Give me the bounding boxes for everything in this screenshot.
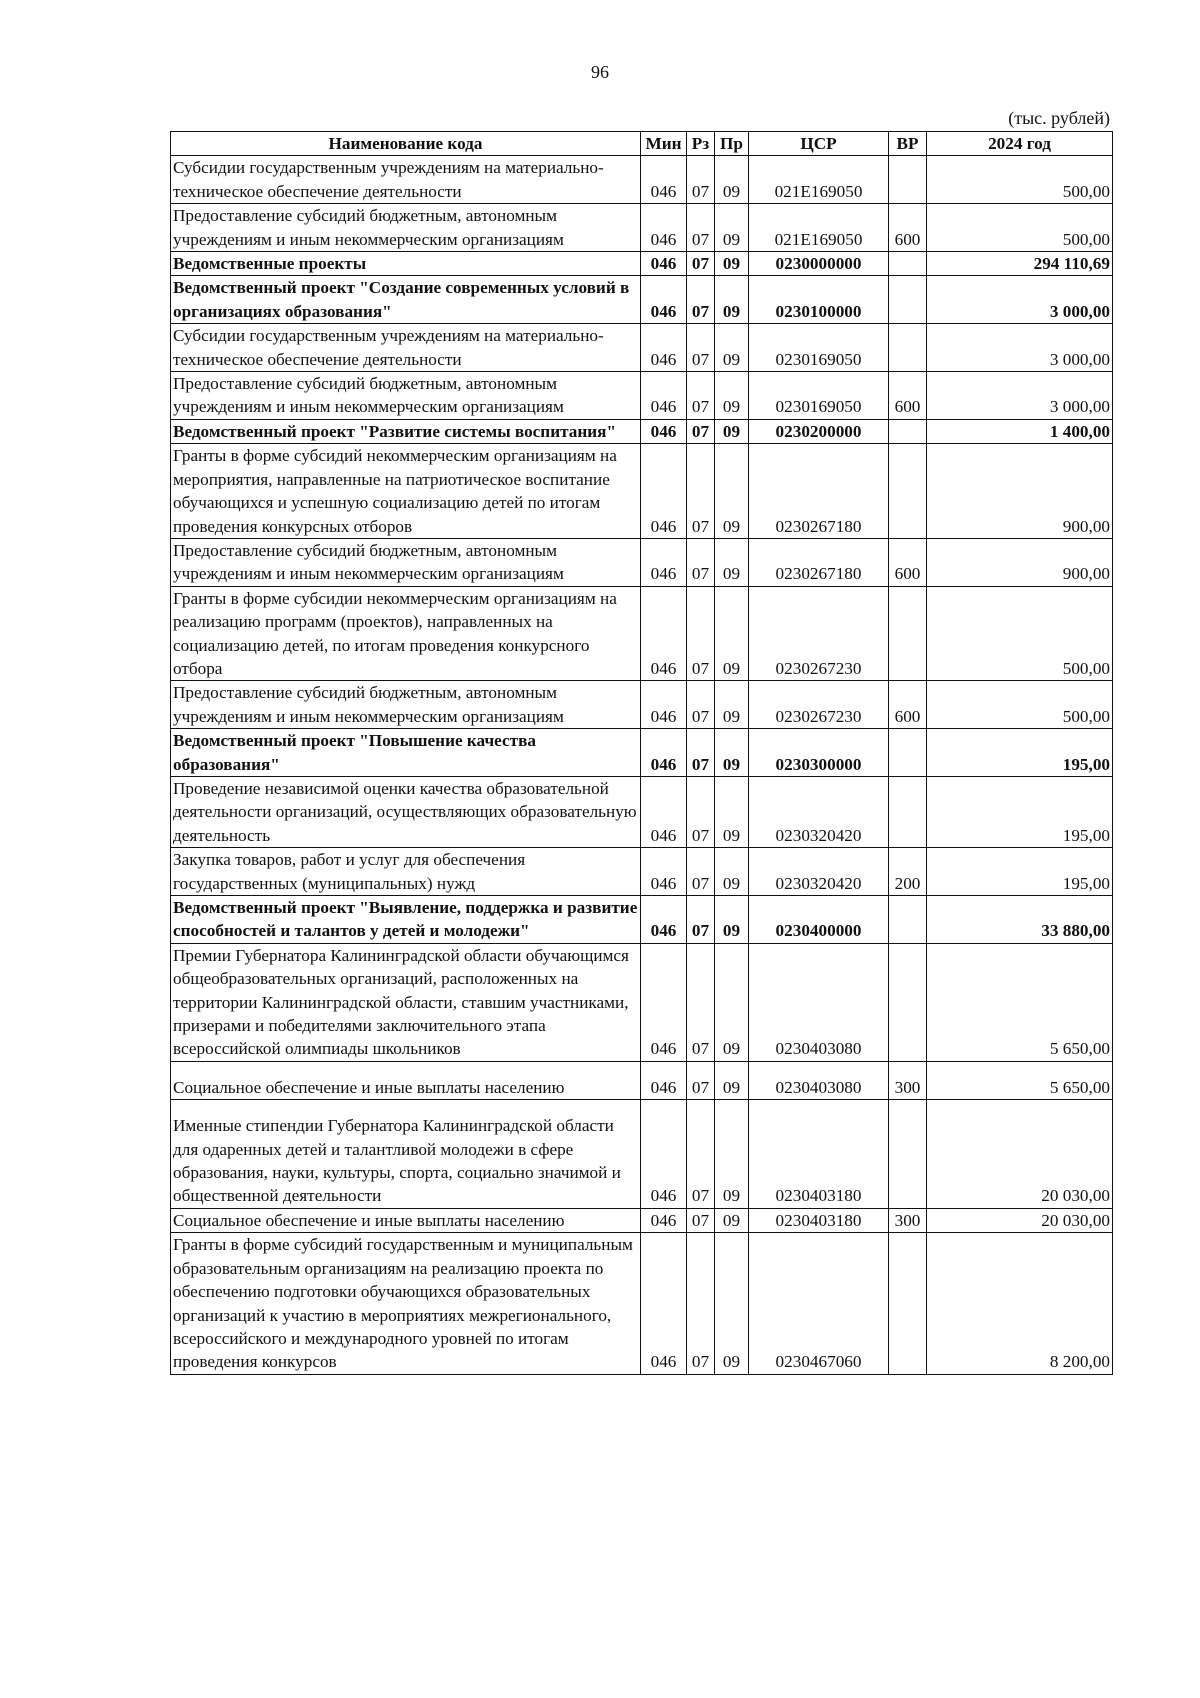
table-row bbox=[171, 419, 1113, 443]
cell-name: Ведомственные проекты bbox=[171, 252, 641, 276]
cell-csr: 021E169050 bbox=[749, 204, 889, 252]
cell-csr: 0230000000 bbox=[749, 252, 889, 276]
cell-amount: 500,00 bbox=[927, 586, 1113, 681]
cell-min: 046 bbox=[641, 896, 687, 944]
cell-name: Проведение независимой оценки качества образовательной деятельности организаций, осуществляющих образовательную деятельность bbox=[171, 776, 641, 847]
cell-rz: 07 bbox=[687, 586, 715, 681]
table-row bbox=[171, 896, 1113, 944]
cell-vr: 600 bbox=[889, 681, 927, 729]
cell-vr bbox=[889, 324, 927, 372]
cell-vr: 600 bbox=[889, 372, 927, 420]
cell-pr: 09 bbox=[715, 372, 749, 420]
cell-min: 046 bbox=[641, 729, 687, 777]
cell-name: Предоставление субсидий бюджетным, автономным учреждениям и иным некоммерческим организациям bbox=[171, 372, 641, 420]
cell-pr: 09 bbox=[715, 324, 749, 372]
cell-vr: 300 bbox=[889, 1061, 927, 1099]
cell-amount: 500,00 bbox=[927, 681, 1113, 729]
cell-amount: 20 030,00 bbox=[927, 1208, 1113, 1232]
cell-min: 046 bbox=[641, 586, 687, 681]
table-row bbox=[171, 538, 1113, 586]
cell-rz: 07 bbox=[687, 681, 715, 729]
cell-rz: 07 bbox=[687, 156, 715, 204]
cell-rz: 07 bbox=[687, 1233, 715, 1374]
cell-vr bbox=[889, 1100, 927, 1209]
cell-name: Гранты в форме субсидий государственным и муниципальным образовательным организациям на реализацию проекта по обеспечению подготовки обучающихся образовательных организаций к участию в мероприятиях межрегионального, всероссийского и международного уровней по итогам проведения конкурсов bbox=[171, 1233, 641, 1374]
cell-pr: 09 bbox=[715, 681, 749, 729]
cell-pr: 09 bbox=[715, 848, 749, 896]
table-row bbox=[171, 324, 1113, 372]
cell-rz: 07 bbox=[687, 943, 715, 1061]
cell-amount: 900,00 bbox=[927, 444, 1113, 539]
cell-min: 046 bbox=[641, 419, 687, 443]
cell-pr: 09 bbox=[715, 156, 749, 204]
table-row bbox=[171, 681, 1113, 729]
cell-vr bbox=[889, 1233, 927, 1374]
header-min: Мин bbox=[641, 132, 687, 156]
cell-csr: 0230467060 bbox=[749, 1233, 889, 1374]
cell-csr: 0230169050 bbox=[749, 372, 889, 420]
cell-vr bbox=[889, 156, 927, 204]
cell-vr bbox=[889, 586, 927, 681]
cell-rz: 07 bbox=[687, 252, 715, 276]
table-row bbox=[171, 943, 1113, 1061]
cell-rz: 07 bbox=[687, 896, 715, 944]
cell-rz: 07 bbox=[687, 848, 715, 896]
table-row bbox=[171, 1233, 1113, 1374]
cell-pr: 09 bbox=[715, 586, 749, 681]
cell-csr: 0230403080 bbox=[749, 1061, 889, 1099]
cell-name: Ведомственный проект "Выявление, поддержка и развитие способностей и талантов у детей и молодежи" bbox=[171, 896, 641, 944]
cell-rz: 07 bbox=[687, 276, 715, 324]
cell-vr: 600 bbox=[889, 538, 927, 586]
table-row bbox=[171, 776, 1113, 847]
cell-min: 046 bbox=[641, 276, 687, 324]
cell-pr: 09 bbox=[715, 444, 749, 539]
cell-csr: 0230267180 bbox=[749, 538, 889, 586]
table-row bbox=[171, 729, 1113, 777]
cell-pr: 09 bbox=[715, 1100, 749, 1209]
cell-pr: 09 bbox=[715, 204, 749, 252]
cell-name: Субсидии государственным учреждениям на материально-техническое обеспечение деятельности bbox=[171, 156, 641, 204]
cell-min: 046 bbox=[641, 1061, 687, 1099]
cell-vr: 300 bbox=[889, 1208, 927, 1232]
cell-pr: 09 bbox=[715, 1233, 749, 1374]
cell-csr: 021E169050 bbox=[749, 156, 889, 204]
cell-amount: 900,00 bbox=[927, 538, 1113, 586]
cell-amount: 195,00 bbox=[927, 848, 1113, 896]
cell-vr bbox=[889, 776, 927, 847]
cell-min: 046 bbox=[641, 444, 687, 539]
cell-csr: 0230403180 bbox=[749, 1100, 889, 1209]
header-pr: Пр bbox=[715, 132, 749, 156]
header-name: Наименование кода bbox=[171, 132, 641, 156]
cell-amount: 500,00 bbox=[927, 204, 1113, 252]
cell-amount: 8 200,00 bbox=[927, 1233, 1113, 1374]
cell-rz: 07 bbox=[687, 324, 715, 372]
cell-vr bbox=[889, 896, 927, 944]
cell-pr: 09 bbox=[715, 419, 749, 443]
cell-pr: 09 bbox=[715, 538, 749, 586]
cell-name: Ведомственный проект "Создание современных условий в организациях образования" bbox=[171, 276, 641, 324]
header-rz: Рз bbox=[687, 132, 715, 156]
cell-csr: 0230267180 bbox=[749, 444, 889, 539]
cell-rz: 07 bbox=[687, 538, 715, 586]
cell-name: Социальное обеспечение и иные выплаты населению bbox=[171, 1208, 641, 1232]
cell-csr: 0230403180 bbox=[749, 1208, 889, 1232]
table-row bbox=[171, 372, 1113, 420]
table-row bbox=[171, 1061, 1113, 1099]
cell-pr: 09 bbox=[715, 943, 749, 1061]
page-number: 96 bbox=[591, 62, 609, 82]
cell-name: Гранты в форме субсидий некоммерческим организациям на мероприятия, направленные на патриотическое воспитание обучающихся и успешную социализацию детей по итогам проведения конкурсных отборов bbox=[171, 444, 641, 539]
cell-rz: 07 bbox=[687, 729, 715, 777]
cell-min: 046 bbox=[641, 538, 687, 586]
cell-pr: 09 bbox=[715, 1208, 749, 1232]
cell-pr: 09 bbox=[715, 252, 749, 276]
cell-csr: 0230403080 bbox=[749, 943, 889, 1061]
cell-amount: 195,00 bbox=[927, 729, 1113, 777]
cell-amount: 3 000,00 bbox=[927, 324, 1113, 372]
cell-rz: 07 bbox=[687, 204, 715, 252]
cell-min: 046 bbox=[641, 324, 687, 372]
cell-min: 046 bbox=[641, 372, 687, 420]
table-row bbox=[171, 1208, 1113, 1232]
header-year: 2024 год bbox=[927, 132, 1113, 156]
cell-min: 046 bbox=[641, 252, 687, 276]
cell-amount: 1 400,00 bbox=[927, 419, 1113, 443]
cell-name: Ведомственный проект "Развитие системы воспитания" bbox=[171, 419, 641, 443]
table-row bbox=[171, 156, 1113, 204]
cell-name: Предоставление субсидий бюджетным, автономным учреждениям и иным некоммерческим организациям bbox=[171, 204, 641, 252]
cell-name: Предоставление субсидий бюджетным, автономным учреждениям и иным некоммерческим организациям bbox=[171, 681, 641, 729]
cell-amount: 5 650,00 bbox=[927, 1061, 1113, 1099]
cell-amount: 500,00 bbox=[927, 156, 1113, 204]
cell-csr: 0230267230 bbox=[749, 681, 889, 729]
header-row bbox=[171, 132, 1113, 156]
header-vr: ВР bbox=[889, 132, 927, 156]
cell-pr: 09 bbox=[715, 276, 749, 324]
table-row bbox=[171, 1100, 1113, 1209]
cell-min: 046 bbox=[641, 1233, 687, 1374]
cell-amount: 3 000,00 bbox=[927, 372, 1113, 420]
cell-vr bbox=[889, 444, 927, 539]
cell-pr: 09 bbox=[715, 1061, 749, 1099]
budget-table bbox=[170, 131, 1113, 1375]
cell-csr: 0230200000 bbox=[749, 419, 889, 443]
cell-min: 046 bbox=[641, 681, 687, 729]
cell-csr: 0230320420 bbox=[749, 848, 889, 896]
cell-vr: 600 bbox=[889, 204, 927, 252]
cell-vr: 200 bbox=[889, 848, 927, 896]
cell-csr: 0230100000 bbox=[749, 276, 889, 324]
cell-vr bbox=[889, 943, 927, 1061]
cell-csr: 0230320420 bbox=[749, 776, 889, 847]
cell-name: Субсидии государственным учреждениям на материально-техническое обеспечение деятельности bbox=[171, 324, 641, 372]
table-row bbox=[171, 444, 1113, 539]
cell-name: Гранты в форме субсидии некоммерческим организациям на реализацию программ (проектов), направленных на социализацию детей, по итогам проведения конкурсного отбора bbox=[171, 586, 641, 681]
cell-name: Закупка товаров, работ и услуг для обеспечения государственных (муниципальных) нужд bbox=[171, 848, 641, 896]
cell-pr: 09 bbox=[715, 896, 749, 944]
cell-vr bbox=[889, 276, 927, 324]
cell-name: Премии Губернатора Калининградской области обучающимся общеобразовательных организаций, расположенных на территории Калининградской области, ставшим участниками, призерами и победителями заключительного этапа всероссийской олимпиады школьников bbox=[171, 943, 641, 1061]
cell-rz: 07 bbox=[687, 444, 715, 539]
cell-name: Предоставление субсидий бюджетным, автономным учреждениям и иным некоммерческим организациям bbox=[171, 538, 641, 586]
cell-vr bbox=[889, 729, 927, 777]
cell-name: Ведомственный проект "Повышение качества образования" bbox=[171, 729, 641, 777]
cell-rz: 07 bbox=[687, 776, 715, 847]
cell-pr: 09 bbox=[715, 729, 749, 777]
cell-amount: 5 650,00 bbox=[927, 943, 1113, 1061]
cell-name: Именные стипендии Губернатора Калининградской области для одаренных детей и талантливой молодежи в сфере образования, науки, культуры, спорта, социально значимой и общественной деятельности bbox=[171, 1100, 641, 1209]
cell-csr: 0230400000 bbox=[749, 896, 889, 944]
table-row bbox=[171, 586, 1113, 681]
table-row bbox=[171, 276, 1113, 324]
cell-vr bbox=[889, 419, 927, 443]
cell-rz: 07 bbox=[687, 419, 715, 443]
cell-pr: 09 bbox=[715, 776, 749, 847]
cell-min: 046 bbox=[641, 943, 687, 1061]
cell-rz: 07 bbox=[687, 1061, 715, 1099]
table-row bbox=[171, 204, 1113, 252]
cell-csr: 0230267230 bbox=[749, 586, 889, 681]
header-csr: ЦСР bbox=[749, 132, 889, 156]
cell-min: 046 bbox=[641, 204, 687, 252]
units-label: (тыс. рублей) bbox=[1008, 108, 1110, 128]
table-row bbox=[171, 848, 1113, 896]
cell-csr: 0230169050 bbox=[749, 324, 889, 372]
cell-csr: 0230300000 bbox=[749, 729, 889, 777]
cell-min: 046 bbox=[641, 156, 687, 204]
cell-min: 046 bbox=[641, 1208, 687, 1232]
cell-amount: 195,00 bbox=[927, 776, 1113, 847]
table-header bbox=[171, 132, 1113, 156]
cell-rz: 07 bbox=[687, 1100, 715, 1209]
cell-amount: 20 030,00 bbox=[927, 1100, 1113, 1209]
cell-min: 046 bbox=[641, 1100, 687, 1209]
cell-vr bbox=[889, 252, 927, 276]
cell-min: 046 bbox=[641, 776, 687, 847]
cell-amount: 3 000,00 bbox=[927, 276, 1113, 324]
cell-rz: 07 bbox=[687, 1208, 715, 1232]
cell-min: 046 bbox=[641, 848, 687, 896]
table-body bbox=[171, 156, 1113, 1374]
cell-name: Социальное обеспечение и иные выплаты населению bbox=[171, 1061, 641, 1099]
cell-amount: 33 880,00 bbox=[927, 896, 1113, 944]
cell-amount: 294 110,69 bbox=[927, 252, 1113, 276]
table-row bbox=[171, 252, 1113, 276]
cell-rz: 07 bbox=[687, 372, 715, 420]
